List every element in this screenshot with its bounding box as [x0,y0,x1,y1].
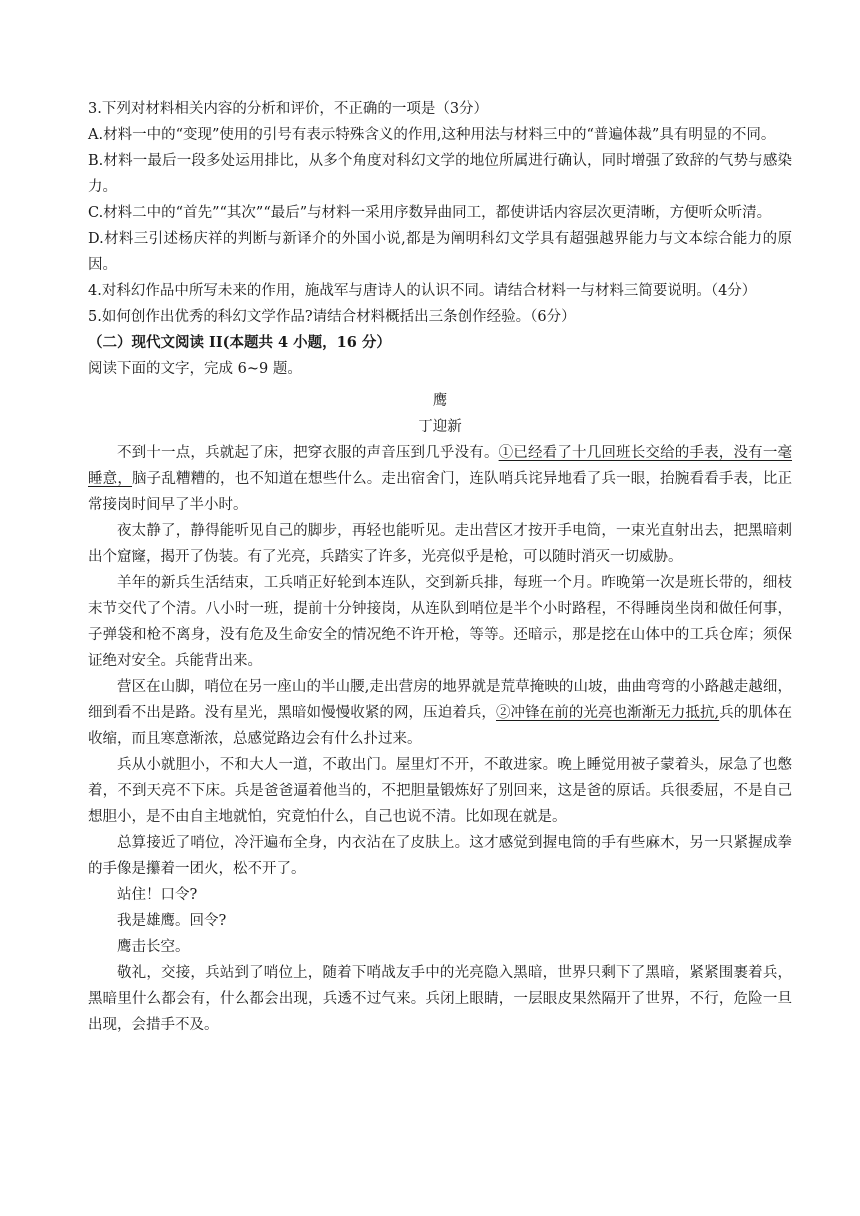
story-paragraph-3: 羊年的新兵生活结束，工兵哨正好轮到本连队，交到新兵排，每班一个月。昨晚第一次是班长带的，细枝末节交代了个清。八小时一班，提前十分钟接岗，从连队到哨位是半个小时路程，不得睡岗坐岗和做任何事，子弹袋和枪不离身，没有危及生命安全的情况绝不许开枪，等等。还暗示，那是挖在山体中的工兵仓库；须保证绝对安全。兵能背出来。 [88,575,792,669]
underlined-sentence-2: ②冲锋在前的光亮也渐渐无力抵抗, [495,705,720,721]
story-paragraph-10: 敬礼，交接，兵站到了哨位上，随着下哨战友手中的光亮隐入黑暗，世界只剩下了黑暗，紧紧围裹着兵，黑暗里什么都会有，什么都会出现，兵透不过气来。兵闭上眼睛，一层眼皮果然隔开了世界，不行，危险一旦出现，会措手不及。 [88,965,792,1033]
question-3-stem: 3.下列对材料相关内容的分析和评价，不正确的一项是（3分） [88,101,489,117]
story-paragraph-4 [88,674,792,752]
story-author: 丁迎新 [418,419,462,435]
underlined-sentence-1: ①已经看了十几回班长交给的手表，没有一毫睡意， [88,445,793,487]
dialogue-line-2: 我是雄鹰。回令? [117,913,227,929]
question-3-option-a: A.材料一中的“变现”使用的引号有表示特殊含义的作用,这种用法与材料三中的“普遍体裁”具有明显的不同。 [88,127,776,143]
paragraph-1-text-before: 不到十一点，兵就起了床，把穿衣服的声音压到几乎没有。 [117,445,499,461]
section-2-instruction: 阅读下面的文字，完成 6~9 题。 [88,361,302,377]
question-3-option-c: C.材料二中的“首先”“其次”“最后”与材料一采用序数异曲同工，都使讲话内容层次更清晰，方便听众听清。 [88,205,772,221]
story-paragraph-5: 兵从小就胆小，不和大人一道，不敢出门。屋里灯不开，不敢进家。晚上睡觉用被子蒙着头，尿急了也憋着，不到天亮不下床。兵是爸爸逼着他当的，不把胆量锻炼好了别回来，这是爸的原话。兵很委屈，不是自己想胆小，是不由自主地就怕，究竟怕什么，自己也说不清。比如现在就是。 [88,757,792,825]
story-title: 鹰 [432,393,448,409]
dialogue-line-1: 站住！口令? [117,887,198,903]
document-page [88,96,792,1038]
question-3-option-d: D.材料三引述杨庆祥的判断与新译介的外国小说,都是为阐明科幻文学具有超强越界能力与文本综合能力的原因。 [88,231,792,273]
dialogue-line-3: 鹰击长空。 [117,939,190,955]
story-paragraph-6: 总算接近了哨位，冷汗遍布全身，内衣沾在了皮肤上。这才感觉到握电筒的手有些麻木，另一只紧握成拳的手像是攥着一团火，松不开了。 [88,835,792,877]
question-4-stem: 4.对科幻作品中所写未来的作用，施战军与唐诗人的认识不同。请结合材料一与材料三简要说明。（4分） [88,283,757,299]
paragraph-1-text-after: 脑子乱糟糟的，也不知道在想些什么。走出宿舍门，连队哨兵诧异地看了兵一眼，抬腕看看手表，比正常接岗时间早了半小时。 [88,471,793,513]
question-3-option-b: B.材料一最后一段多处运用排比，从多个角度对科幻文学的地位所属进行确认，同时增强了致辞的气势与感染力。 [88,153,792,195]
question-5-stem: 5.如何创作出优秀的科幻文学作品?请结合材料概括出三条创作经验。（6分） [88,309,576,325]
section-2-heading: （二）现代文阅读 II(本题共 4 小题，16 分） [88,334,391,351]
paragraph-4-text-after: 兵的肌体在收缩，而且寒意渐浓，总感觉路边会有什么扑过来。 [88,705,793,747]
story-paragraph-2: 夜太静了，静得能听见自己的脚步，再轻也能听见。走出营区才按开手电筒，一束光直射出去，把黑暗刺出个窟窿，揭开了伪装。有了光亮，兵踏实了许多，光亮似乎是枪，可以随时消灭一切威胁。 [88,523,792,565]
paragraph-4-text-before: 营区在山脚，哨位在另一座山的半山腰,走出营房的地界就是荒草掩映的山坡，曲曲弯弯的小路越走越细，细到看不出是路。没有星光，黑暗如慢慢收紧的网，压迫着兵， [88,679,792,721]
story-paragraph-1 [88,440,792,518]
